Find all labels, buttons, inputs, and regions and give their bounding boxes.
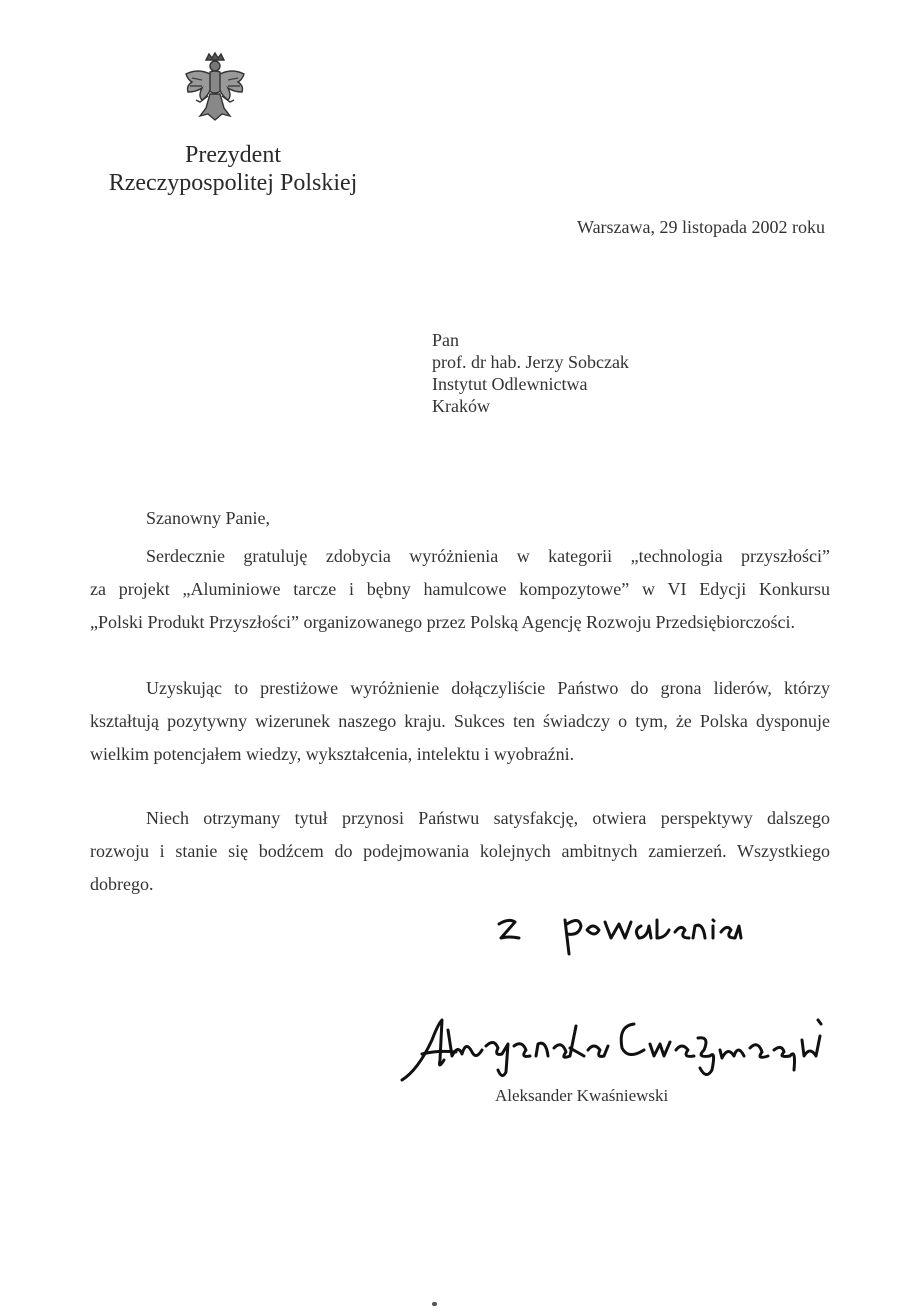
paragraph-line: Uzyskując to prestiżowe wyróżnienie dołączyliście Państwo do grona liderów, którzy [146,678,830,698]
letterhead-title: Prezydent [185,142,281,168]
letter-date: Warszawa, 29 listopada 2002 roku [577,217,825,237]
paragraph-line: Niech otrzymany tytuł przynosi Państwu satysfakcję, otwiera perspektywy dalszego [146,808,830,828]
recipient-line: Instytut Odlewnictwa [432,374,588,394]
body-paragraph [90,672,830,771]
paragraph-line: „Polski Produkt Przyszłości” organizowanego przez Polską Agencję Rozwoju Przedsiębiorczości. [90,612,795,632]
paragraph-line: dobrego. [90,874,154,894]
recipient-address [432,329,629,417]
paragraph-line: Serdecznie gratuluję zdobycia wyróżnienia w kategorii „technologia przyszłości” [146,546,830,566]
paragraph-line: kształtują pozytywny wizerunek naszego kraju. Sukces ten świadczy o tym, że Polska dysponuje [90,711,830,731]
paragraph-line: za projekt „Aluminiowe tarcze i bębny hamulcowe kompozytowe” w VI Edycji Konkursu [90,579,830,599]
body-paragraph [90,802,830,901]
handwritten-signature [398,1010,828,1085]
salutation: Szanowny Panie, [146,508,270,528]
signer-name: Aleksander Kwaśniewski [495,1086,669,1105]
white-eagle-emblem-icon [178,50,252,124]
paragraph-line: rozwoju i stanie się bodźcem do podejmowania kolejnych ambitnych zamierzeń. Wszystkiego [90,841,830,861]
recipient-line: prof. dr hab. Jerzy Sobczak [432,352,629,372]
handwritten-closing [495,908,745,958]
body-paragraph [90,540,830,639]
paragraph-line: wielkim potencjałem wiedzy, wykształcenia, intelektu i wyobraźni. [90,744,575,764]
recipient-line: Kraków [432,396,490,416]
recipient-line: Pan [432,330,459,350]
scan-speck [432,1302,437,1306]
letterhead-subtitle: Rzeczypospolitej Polskiej [108,170,358,196]
